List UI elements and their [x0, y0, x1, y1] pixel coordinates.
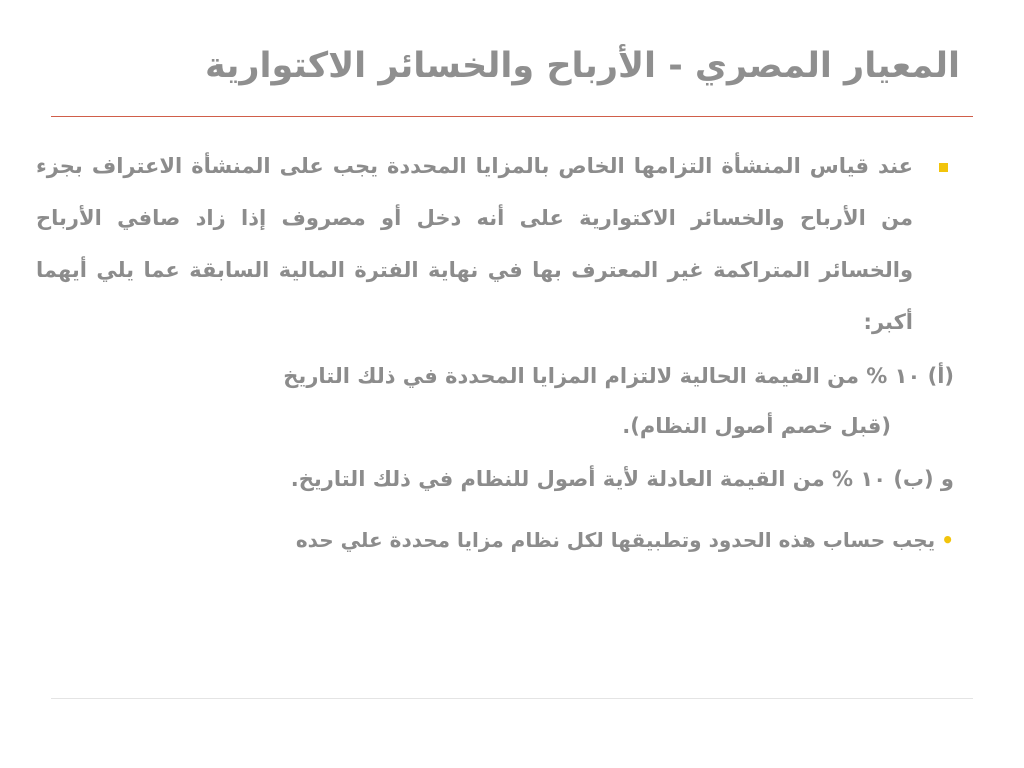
item-a-line-1: (أ) ١٠ % من القيمة الحالية لالتزام المزايا المحددة في ذلك التاريخ: [283, 364, 954, 388]
title-divider: [51, 116, 973, 117]
item-b: و (ب) ١٠ % من القيمة العادلة لأية أصول للنظام في ذلك التاريخ.: [290, 467, 954, 491]
slide-body: [36, 140, 954, 568]
item-a-line-2: (قبل خصم أصول النظام).: [622, 414, 891, 438]
bullet-item-last: [36, 512, 954, 568]
bullet-item-main: [36, 140, 913, 348]
bullet-main-text: عند قياس المنشأة التزامها الخاص بالمزايا المحددة يجب على المنشأة الاعتراف بجزء من الأرباح والخسائر الاكتوارية على أنه دخل أو مصروف إذا زاد صافي الأرباح والخسائر المتراكمة غير المعترف بها في نهاية الفترة المالية السابقة عما يلي أيهما أكبر:: [36, 154, 913, 334]
footer-divider: [51, 698, 973, 699]
square-bullet-icon: [939, 163, 948, 172]
slide-title: المعيار المصري - الأرباح والخسائر الاكتوارية: [205, 46, 960, 86]
dot-bullet-icon: •: [941, 528, 954, 552]
bullet-last-text: يجب حساب هذه الحدود وتطبيقها لكل نظام مزايا محددة علي حده: [295, 528, 936, 552]
